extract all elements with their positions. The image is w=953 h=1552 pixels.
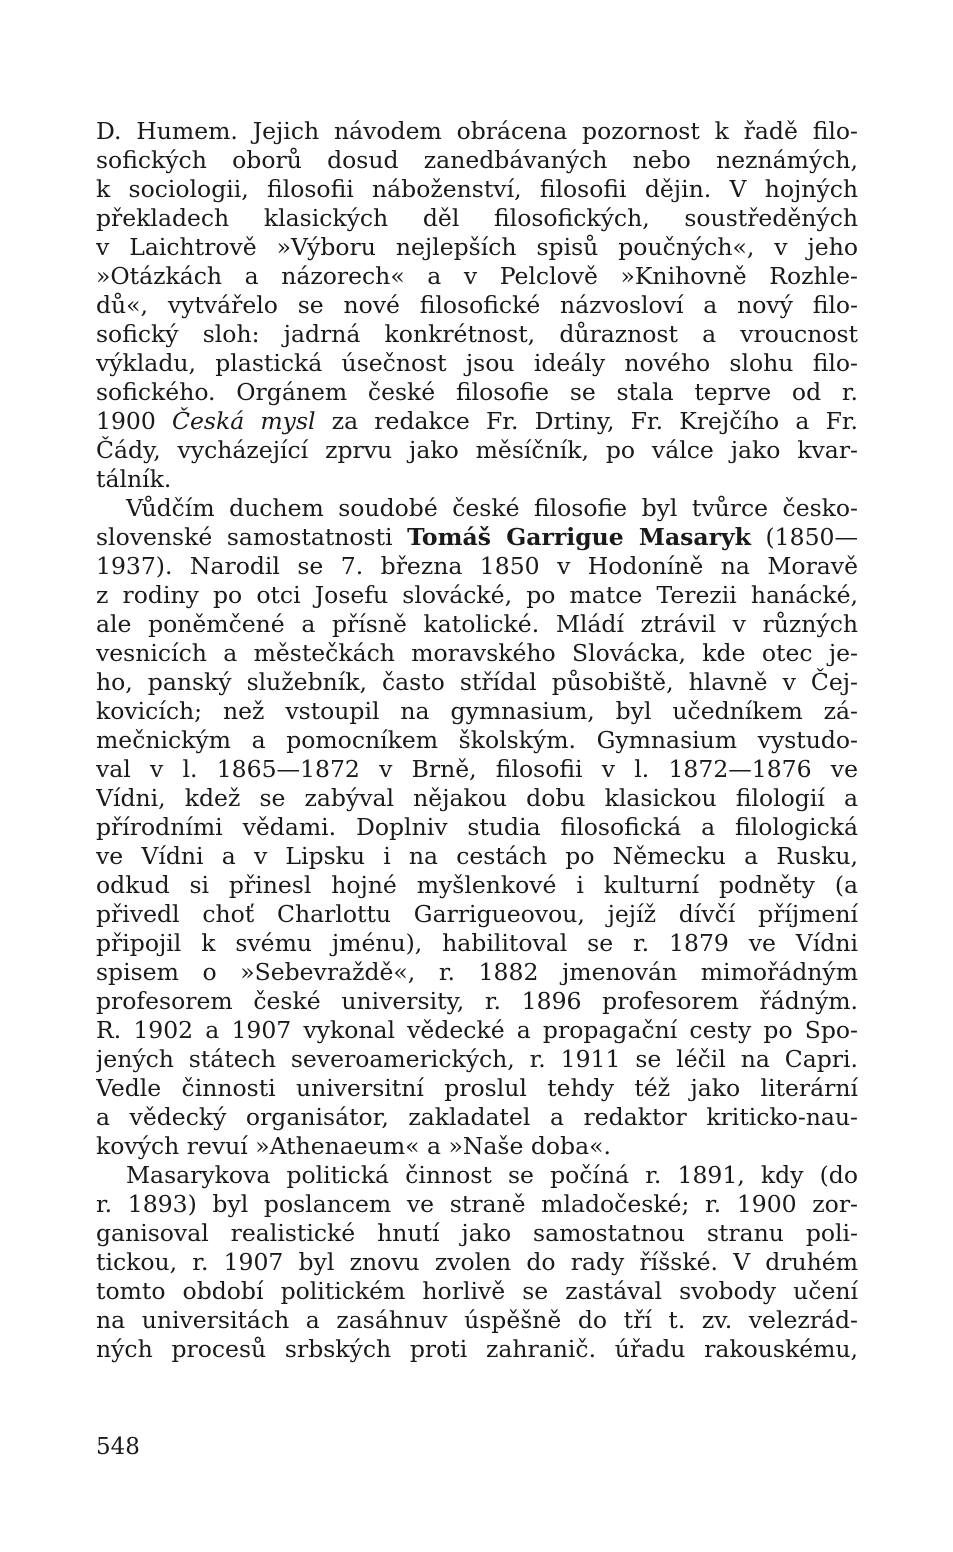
text-line [96,581,858,610]
text-line [96,1103,858,1132]
text-segment: spisem o »Sebevraždě«, r. 1882 jmenován mimořádným [96,958,858,986]
text-segment: D. Humem. Jejich návodem obrácena pozornost k řadě filo- [96,117,858,145]
text-line [96,610,858,639]
text-line [96,726,858,755]
text-line [96,378,858,407]
text-segment: (1850— [750,523,858,551]
text-segment: Vůdčím duchem soudobé české filosofie byl tvůrce česko- [126,494,858,522]
text-segment: profesorem české university, r. 1896 profesorem řádným. [96,987,858,1015]
text-line [96,871,858,900]
text-segment: v Laichtrově »Výboru nejlepších spisů poučných«, v jeho [96,233,858,261]
text-segment: za redakce Fr. Drtiny, Fr. Krejčího a Fr. [315,407,858,435]
text-segment: slovenské samostatnosti [96,523,408,551]
text-segment: přivedl choť Charlottu Garrigueovou, jejíž dívčí příjmení [96,900,858,928]
text-segment: překladech klasických děl filosofických, soustředěných [96,204,858,232]
text-line [96,233,858,262]
text-line [96,1219,858,1248]
text-segment: »Otázkách a názorech« a v Pelclově »Knihovně Rozhle- [96,262,858,290]
text-line [96,987,858,1016]
text-line [96,958,858,987]
text-segment: ho, panský služebník, často střídal působiště, hlavně v Čej- [96,668,858,696]
text-segment: z rodiny po otci Josefu slovácké, po matce Terezii hanácké, [96,581,858,609]
text-segment: kovicích; než vstoupil na gymnasium, byl učedníkem zá- [96,697,858,725]
text-line [96,929,858,958]
bold-name: Tomáš Garrigue Masaryk [407,523,751,551]
text-line [96,1132,858,1161]
text-line [96,291,858,320]
text-line [96,204,858,233]
text-segment: ných procesů srbských proti zahranič. úřadu rakouskému, [96,1335,858,1363]
text-line [96,552,858,581]
text-line [96,494,858,523]
text-segment: dů«, vytvářelo se nové filosofické názvosloví a nový filo- [96,291,858,319]
text-segment: výkladu, plastická úsečnost jsou ideály nového slohu filo- [96,349,858,377]
text-line [96,639,858,668]
text-segment: odkud si přinesl hojné myšlenkové i kulturní podněty (a [96,871,858,899]
text-segment: 1900 [96,407,172,435]
text-segment: sofického. Orgánem české filosofie se stala teprve od r. [96,378,858,406]
body-text [96,117,858,1364]
text-line [96,262,858,291]
text-segment: připojil k svému jménu), habilitoval se r. 1879 ve Vídni [96,929,858,957]
text-segment: 1937). Narodil se 7. března 1850 v Hodoníně na Moravě [96,552,858,580]
text-segment: ale poněmčené a přísně katolické. Mládí ztrávil v různých [96,610,858,638]
text-line [96,1161,858,1190]
text-segment: Vídni, kdež se zabýval nějakou dobu klasickou filologií a [96,784,858,812]
text-line [96,349,858,378]
text-segment: mečnickým a pomocníkem školským. Gymnasium vystudo- [96,726,858,754]
text-segment: k sociologii, filosofii náboženství, filosofii dějin. V hojných [96,175,858,203]
text-line [96,1045,858,1074]
text-line [96,465,858,494]
text-segment: a vědecký organisátor, zakladatel a redaktor kriticko-nau- [96,1103,858,1131]
text-segment: sofických oborů dosud zanedbávaných nebo neznámých, [96,146,858,174]
text-line [96,1074,858,1103]
text-segment: přírodními vědami. Doplniv studia filosofická a filologická [96,813,858,841]
text-line [96,784,858,813]
text-segment: tickou, r. 1907 byl znovu zvolen do rady říšské. V druhém [96,1248,858,1276]
text-segment: ve Vídni a v Lipsku i na cestách po Německu a Rusku, [96,842,858,870]
italic-title: Česká mysl [172,407,316,435]
text-line [96,1248,858,1277]
text-segment: sofický sloh: jadrná konkrétnost, důraznost a vroucnost [96,320,858,348]
text-line [96,175,858,204]
text-segment: tálník. [96,465,172,493]
text-segment: r. 1893) byl poslancem ve straně mladočeské; r. 1900 zor- [96,1190,858,1218]
text-line [96,436,858,465]
text-line [96,668,858,697]
text-line [96,842,858,871]
text-segment: Čády, vycházející zprvu jako měsíčník, po válce jako kvar- [96,436,858,464]
text-segment: vesnicích a městečkách moravského Slovácka, kde otec je- [96,639,858,667]
text-line [96,320,858,349]
text-segment: tomto období politickém horlivě se zastával svobody učení [96,1277,858,1305]
text-line [96,407,858,436]
text-line [96,1190,858,1219]
text-line [96,697,858,726]
text-line [96,1306,858,1335]
text-line [96,1277,858,1306]
text-line [96,1335,858,1364]
text-line [96,146,858,175]
text-line [96,900,858,929]
text-segment: R. 1902 a 1907 vykonal vědecké a propagační cesty po Spo- [96,1016,858,1044]
text-segment: jených státech severoamerických, r. 1911 se léčil na Capri. [96,1045,858,1073]
text-line [96,755,858,784]
text-segment: Masarykova politická činnost se počíná r. 1891, kdy (do [126,1161,858,1189]
text-line [96,117,858,146]
text-segment: Vedle činnosti universitní proslul tehdy též jako literární [96,1074,858,1102]
text-line [96,1016,858,1045]
page-number: 548 [96,1434,140,1460]
text-segment: na universitách a zasáhnuv úspěšně do tří t. zv. velezrád- [96,1306,858,1334]
text-line [96,813,858,842]
text-segment: val v l. 1865—1872 v Brně, filosofii v l. 1872—1876 ve [96,755,858,783]
text-line [96,523,858,552]
text-segment: ganisoval realistické hnutí jako samostatnou stranu poli- [96,1219,858,1247]
text-segment: kových revuí »Athenaeum« a »Naše doba«. [96,1132,611,1160]
